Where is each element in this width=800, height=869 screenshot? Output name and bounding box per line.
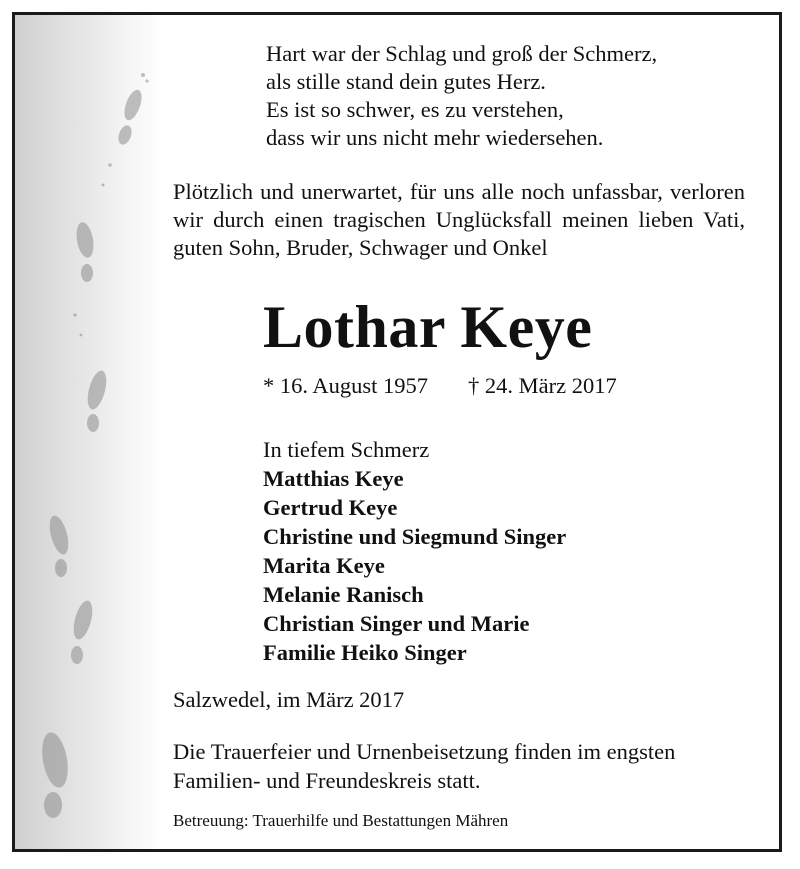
place-and-date: Salzwedel, im März 2017	[173, 687, 405, 712]
birth-date: * 16. August 1957	[263, 373, 429, 398]
mourner-name: Melanie Ranisch	[263, 582, 424, 607]
mourner-name: Gertrud Keye	[263, 495, 398, 520]
obituary-frame	[12, 12, 782, 852]
mourners-lead: In tiefem Schmerz	[263, 437, 430, 462]
death-date: † 24. März 2017	[468, 373, 617, 398]
mourners-block	[263, 435, 566, 667]
announcement-text: Plötzlich und unerwartet, für uns alle noch unfassbar, verloren wir durch einen tragischen Unglücksfall meinen lieben Vati, guten Sohn, Bruder, Schwager und Onkel	[173, 179, 745, 260]
mourner-name: Familie Heiko Singer	[263, 640, 467, 665]
poem-line: dass wir uns nicht mehr wiedersehen.	[266, 125, 604, 150]
obituary-content	[168, 15, 779, 849]
mourner-name: Christian Singer und Marie	[263, 611, 530, 636]
memorial-poem	[266, 40, 657, 152]
funeral-service-credit: Betreuung: Trauerhilfe und Bestattungen Mähren	[173, 811, 509, 830]
deceased-name: Lothar Keye	[263, 294, 593, 360]
footprints-graphic	[15, 15, 165, 852]
mourner-name: Matthias Keye	[263, 466, 404, 491]
mourner-name: Christine und Siegmund Singer	[263, 524, 567, 549]
poem-line: Hart war der Schlag und groß der Schmerz,	[266, 41, 658, 66]
ceremony-notice: Die Trauerfeier und Urnenbeisetzung finden im engsten Familien- und Freundeskreis statt.	[173, 739, 676, 793]
life-dates	[263, 373, 617, 399]
poem-line: Es ist so schwer, es zu verstehen,	[266, 97, 564, 122]
mourner-name: Marita Keye	[263, 553, 385, 578]
footprints-in-snow-image	[15, 15, 165, 849]
poem-line: als stille stand dein gutes Herz.	[266, 69, 546, 94]
